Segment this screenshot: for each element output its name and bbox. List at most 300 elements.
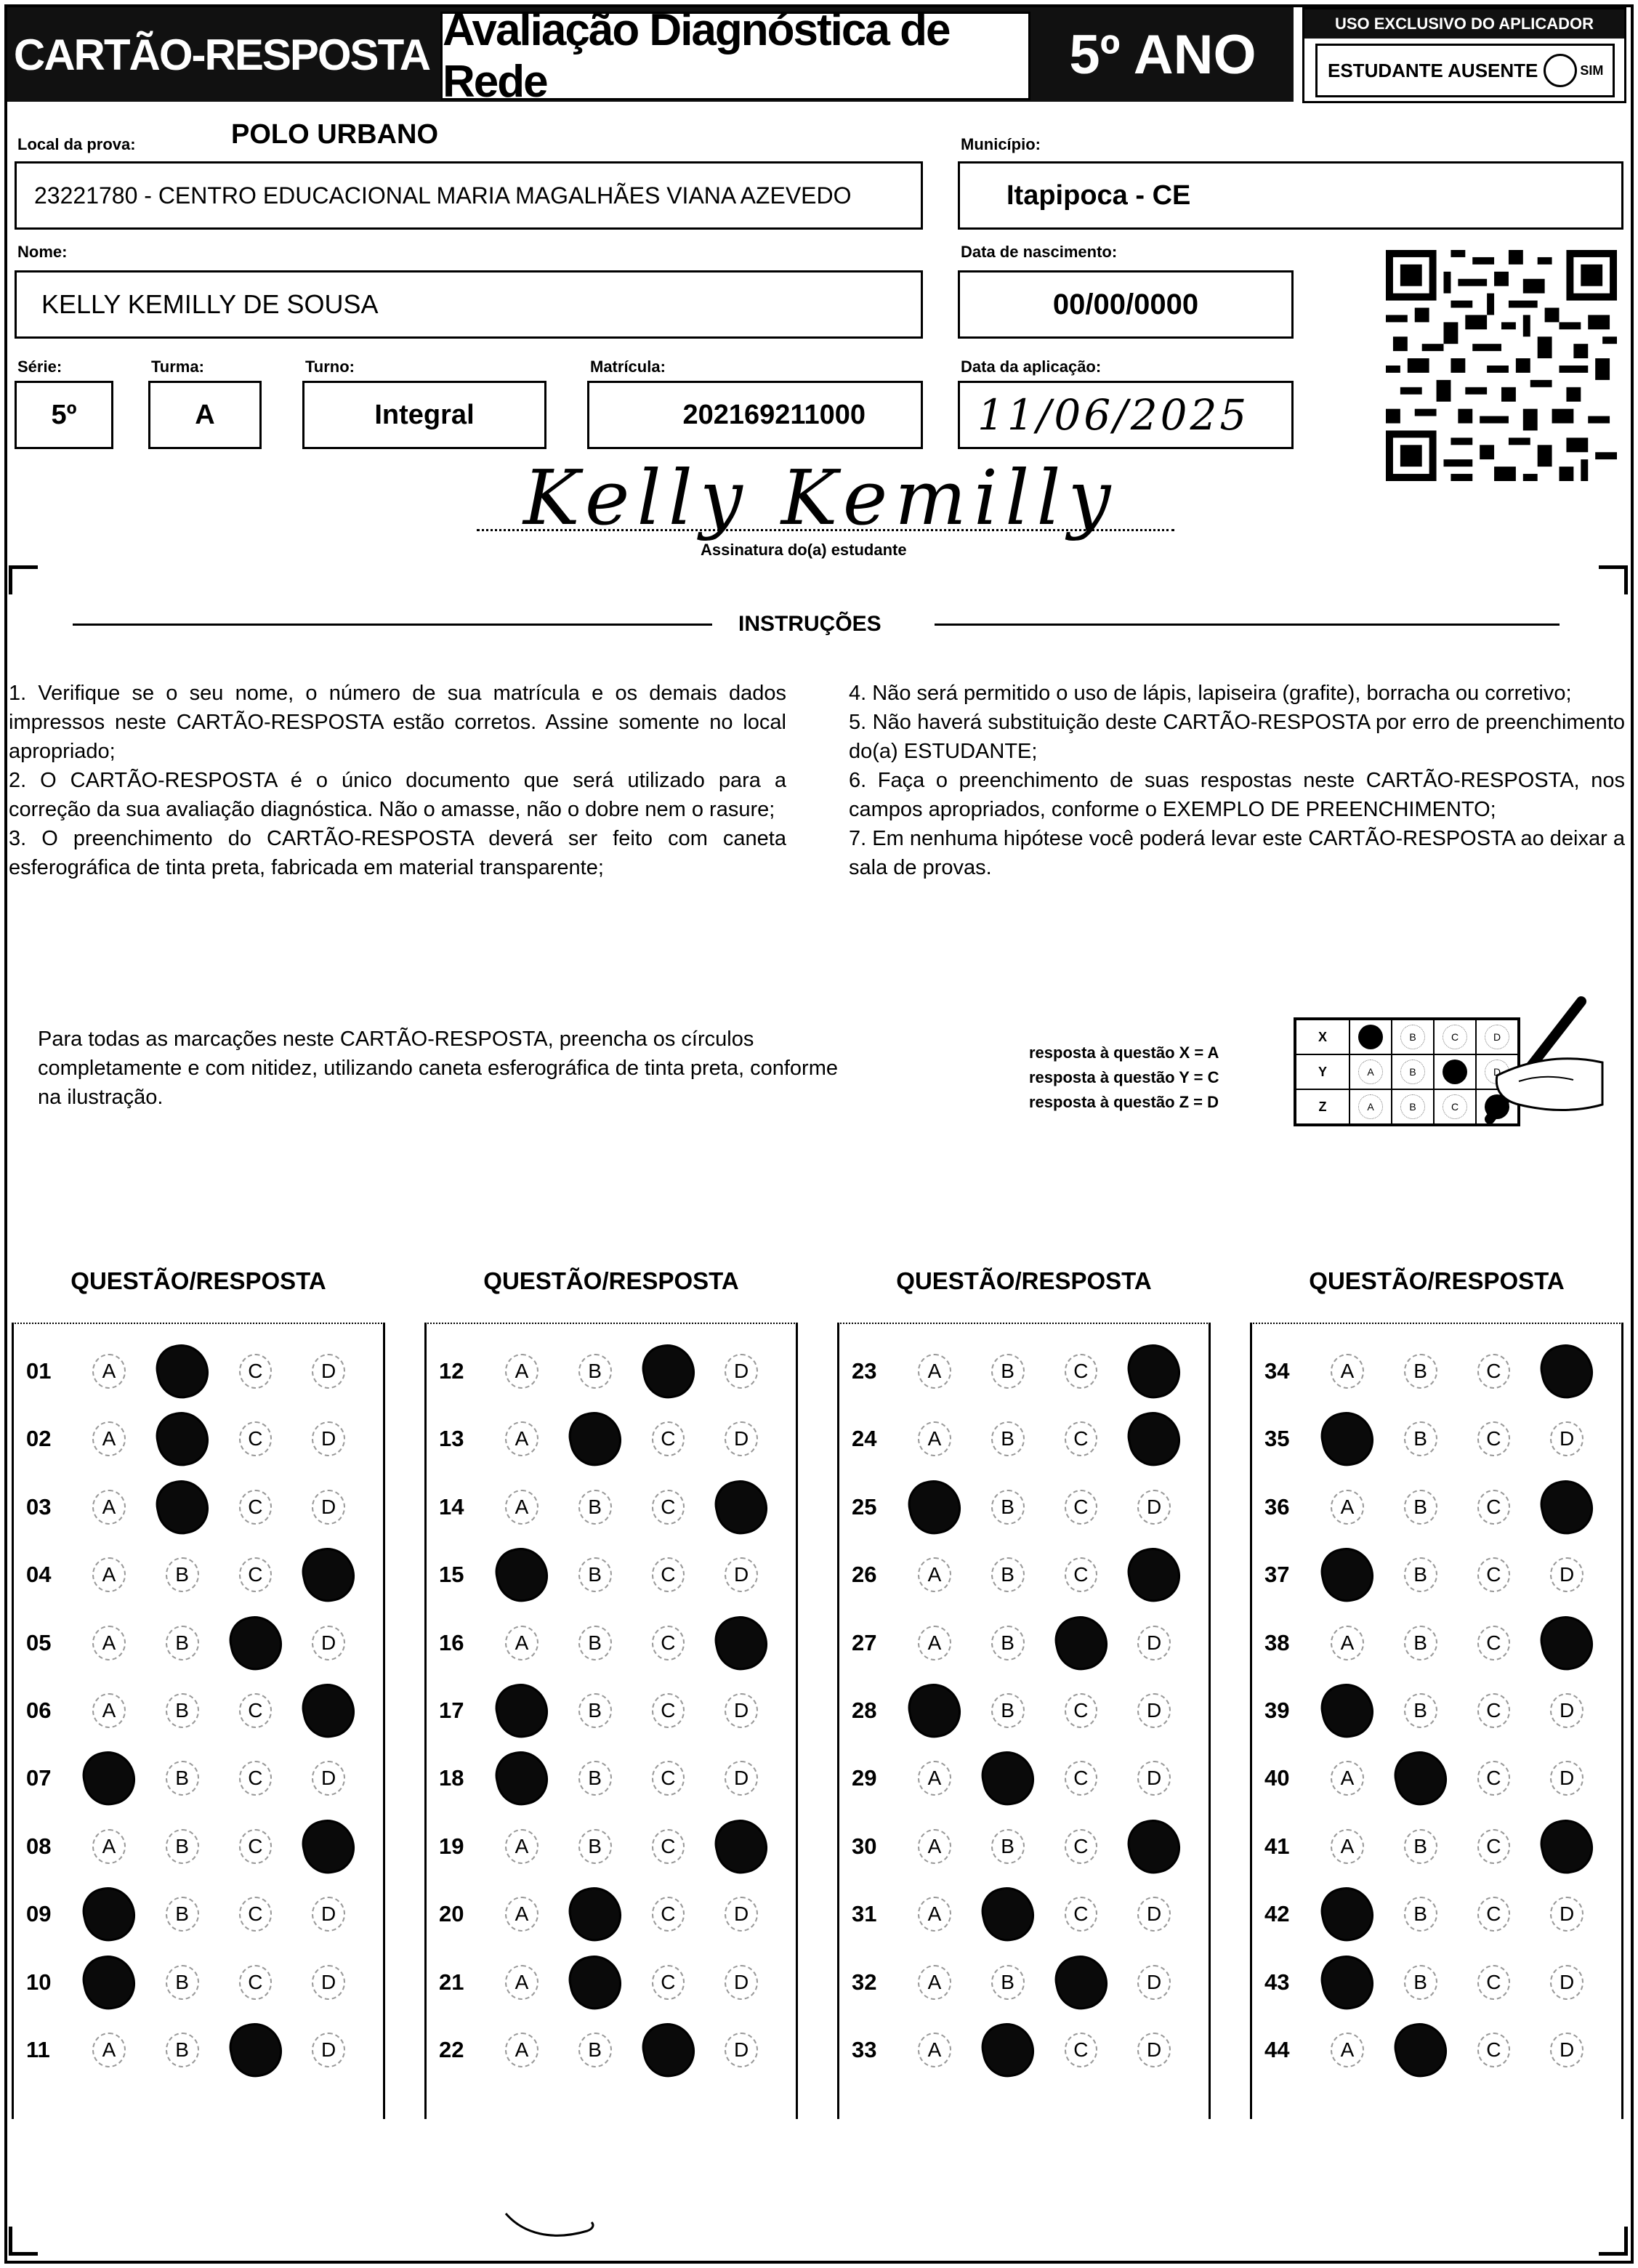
answer-bubble-a[interactable]: A [505,1421,538,1456]
answer-bubble-c[interactable]: C [1477,2033,1511,2067]
answer-bubble-a[interactable]: A [1331,1829,1364,1864]
answer-bubble-d[interactable]: D [1550,2033,1583,2067]
answer-bubble-b[interactable]: B [166,1829,199,1864]
answer-bubble-d[interactable] [1536,1339,1598,1403]
answer-row [424,1542,798,1607]
answer-bubble-d[interactable]: D [312,1626,345,1660]
answer-bubble-b[interactable] [151,1475,213,1539]
question-number: 24 [852,1426,877,1452]
answer-bubble-b[interactable]: B [1404,1829,1437,1864]
turno-field: Integral [302,381,546,449]
grade-title: 5º ANO [1069,23,1256,86]
answer-row [1250,1746,1623,1811]
answer-bubble-d[interactable]: D [1550,1761,1583,1796]
question-number: 01 [26,1358,52,1384]
answer-row [424,1610,798,1676]
answer-row [1250,1678,1623,1743]
answer-bubble-c[interactable]: C [1477,1354,1511,1389]
question-number: 32 [852,1969,877,1995]
answer-bubble-c[interactable]: C [652,1829,685,1864]
answer-row [837,1610,1211,1676]
answer-bubble-a[interactable] [78,1882,140,1946]
answer-bubble-c[interactable]: C [1065,1421,1098,1456]
answer-bubble-d[interactable]: D [725,1421,758,1456]
answer-bubble-d[interactable]: D [1137,1965,1171,2000]
answer-bubble-d[interactable] [1536,1815,1598,1878]
example-bubble-a: A [1358,1060,1383,1084]
matricula-label: Matrícula: [590,358,666,376]
question-number: 09 [26,1901,52,1927]
question-number: 40 [1264,1765,1290,1791]
answer-bubble-a[interactable]: A [92,1421,126,1456]
answer-bubble-a[interactable]: A [505,1354,538,1389]
answer-row [837,1406,1211,1472]
answer-bubble-d[interactable]: D [312,1490,345,1525]
answer-bubble-c[interactable]: C [652,1421,685,1456]
example-question-label: X [1296,1020,1349,1054]
answer-bubble-c[interactable]: C [239,1897,273,1932]
answer-bubble-a[interactable] [78,1950,140,2014]
example-legend [1029,1041,1219,1115]
answer-row [424,1406,798,1472]
question-number: 06 [26,1698,52,1723]
absent-option: SIM [1580,62,1604,78]
answer-bubble-b[interactable] [977,2018,1038,2082]
answer-bubble-c[interactable]: C [1477,1421,1511,1456]
answer-bubble-c[interactable]: C [239,1693,273,1728]
example-cell [1349,1089,1392,1124]
answer-row [1250,1814,1623,1879]
answer-row [837,1339,1211,1404]
answer-bubble-a[interactable] [1317,1679,1379,1743]
answer-bubble-d[interactable]: D [725,1761,758,1796]
answer-bubble-c[interactable]: C [652,1965,685,2000]
answer-bubble-a[interactable] [1317,1950,1379,2014]
answer-bubble-a[interactable]: A [1331,1761,1364,1796]
municipio-label: Município: [961,135,1041,153]
answer-bubble-d[interactable]: D [1137,2033,1171,2067]
answer-bubble-d[interactable]: D [312,1965,345,2000]
question-number: 16 [439,1629,464,1655]
answer-bubble-c[interactable]: C [239,1421,273,1456]
answer-row [837,1474,1211,1540]
school-field: 23221780 - CENTRO EDUCACIONAL MARIA MAGALHÃES VIANA AZEVEDO [15,161,923,230]
answer-bubble-b[interactable]: B [991,1626,1025,1660]
column-title: QUESTÃO/RESPOSTA [896,1267,1152,1294]
answer-bubble-a[interactable]: A [918,1829,951,1864]
column-title: QUESTÃO/RESPOSTA [70,1267,326,1294]
answer-bubble-c[interactable]: C [652,1490,685,1525]
answer-bubble-d[interactable]: D [725,1897,758,1932]
answer-row [12,1814,385,1879]
answer-bubble-a[interactable]: A [918,1965,951,2000]
answer-bubble-c[interactable]: C [1477,1626,1511,1660]
answer-bubble-a[interactable] [1317,1408,1379,1472]
answer-bubble-b[interactable]: B [166,1693,199,1728]
answer-row [837,1881,1211,1947]
answer-bubble-c[interactable]: C [1065,1693,1098,1728]
answer-bubble-c[interactable]: C [652,1897,685,1932]
example-bubble-d: D [1485,1060,1509,1084]
instructions-right [849,679,1625,882]
question-number: 05 [26,1629,52,1655]
answer-bubble-b[interactable]: B [578,1490,612,1525]
instruction-item: 3. O preenchimento do CARTÃO-RESPOSTA deverá ser feito com caneta esferográfica de tinta preta, fabricada em material transparente; [9,827,786,879]
answer-bubble-a[interactable]: A [505,1626,538,1660]
answer-bubble-a[interactable]: A [505,1829,538,1864]
answer-bubble-b[interactable] [564,1408,626,1472]
answer-bubble-b[interactable]: B [991,1354,1025,1389]
answer-bubble-a[interactable]: A [92,1626,126,1660]
answer-bubble-a[interactable]: A [505,1490,538,1525]
answer-bubble-a[interactable] [904,1679,966,1743]
answer-bubble-c[interactable]: C [1477,1965,1511,2000]
answer-bubble-b[interactable] [151,1408,213,1472]
answer-bubble-d[interactable]: D [1550,1557,1583,1592]
question-number: 12 [439,1358,464,1384]
answer-bubble-b[interactable]: B [578,1557,612,1592]
answer-bubble-d[interactable] [298,1679,360,1743]
question-number: 17 [439,1698,464,1723]
answer-bubble-a[interactable] [491,1747,553,1811]
nome-label: Nome: [17,243,68,261]
answer-bubble-c[interactable] [225,2018,286,2082]
answer-row [1250,1950,1623,2015]
answer-row [424,1339,798,1404]
card-title: CARTÃO-RESPOSTA [13,30,430,79]
answer-bubble-b[interactable]: B [578,1693,612,1728]
answer-bubble-d[interactable]: D [725,2033,758,2067]
column-top-rule [837,1323,1211,1324]
answer-bubble-a[interactable]: A [1331,1626,1364,1660]
answer-bubble-d[interactable] [298,1543,360,1607]
instructions-rule-right [935,624,1560,626]
legend-item: resposta à questão X = A [1029,1044,1219,1062]
answer-bubble-b[interactable]: B [991,1490,1025,1525]
example-bubble-b: B [1400,1094,1425,1119]
example-question-label: Y [1296,1054,1349,1089]
question-number: 10 [26,1969,52,1995]
answer-bubble-c[interactable]: C [239,1490,273,1525]
matricula-field: 202169211000 [587,381,923,449]
column-top-rule [424,1323,798,1324]
question-number: 08 [26,1833,52,1859]
answer-bubble-c[interactable]: C [652,1761,685,1796]
answer-bubble-c[interactable]: C [652,1693,685,1728]
question-number: 29 [852,1765,877,1791]
answer-bubble-b[interactable]: B [166,1557,199,1592]
example-question-label: Z [1296,1089,1349,1124]
answer-row [12,1406,385,1472]
question-number: 34 [1264,1358,1290,1384]
answer-bubble-b[interactable]: B [166,1626,199,1660]
answer-bubble-b[interactable] [1389,2018,1451,2082]
answer-bubble-a[interactable]: A [918,1761,951,1796]
answer-bubble-d[interactable]: D [312,1897,345,1932]
answer-bubble-c[interactable]: C [652,1626,685,1660]
answer-bubble-a[interactable]: A [92,1829,126,1864]
answer-bubble-c[interactable]: C [239,1557,273,1592]
answer-row [424,1950,798,2015]
answer-bubble-b[interactable]: B [1404,1897,1437,1932]
answer-bubble-d[interactable]: D [312,1354,345,1389]
question-number: 18 [439,1765,464,1791]
corner-bottom-left [9,2227,38,2256]
instruction-item: 7. Em nenhuma hipótese você poderá levar este CARTÃO-RESPOSTA ao deixar a sala de provas. [849,827,1625,879]
example-bubble-a [1358,1025,1383,1049]
answer-bubble-c[interactable]: C [1065,1354,1098,1389]
answer-bubble-a[interactable]: A [92,1693,126,1728]
answer-bubble-c[interactable]: C [1477,1490,1511,1525]
answer-row [1250,1881,1623,1947]
question-number: 03 [26,1493,52,1520]
answer-bubble-d[interactable]: D [1137,1626,1171,1660]
instructions-rule-left [73,624,712,626]
example-bubble-d: D [1485,1025,1509,1049]
answer-bubble-b[interactable]: B [166,1897,199,1932]
question-number: 36 [1264,1493,1290,1520]
answer-row [1250,1474,1623,1540]
answer-row [837,1746,1211,1811]
column-title: QUESTÃO/RESPOSTA [483,1267,739,1294]
answer-bubble-b[interactable]: B [1404,1421,1437,1456]
answer-bubble-a[interactable] [78,1747,140,1811]
answer-bubble-d[interactable] [711,1475,772,1539]
answer-bubble-b[interactable]: B [991,1421,1025,1456]
example-cell [1349,1020,1392,1054]
question-number: 39 [1264,1698,1290,1723]
answer-bubble-b[interactable]: B [578,1626,612,1660]
absent-field [1315,44,1615,97]
answer-bubble-c[interactable]: C [239,1829,273,1864]
answer-bubble-d[interactable]: D [1550,1965,1583,2000]
answer-bubble-b[interactable]: B [1404,1490,1437,1525]
question-number: 20 [439,1901,464,1927]
answer-bubble-d[interactable]: D [725,1557,758,1592]
qr-code [1385,250,1618,481]
answer-bubble-c[interactable]: C [1477,1897,1511,1932]
answer-bubble-a[interactable]: A [918,2033,951,2067]
question-number: 38 [1264,1629,1290,1655]
local-value: POLO URBANO [231,119,438,150]
answer-bubble-d[interactable]: D [312,2033,345,2067]
question-number: 26 [852,1562,877,1588]
answer-bubble-d[interactable]: D [1550,1897,1583,1932]
answer-row [424,2017,798,2083]
answer-bubble-a[interactable]: A [505,1965,538,2000]
example-bubble-b: B [1400,1060,1425,1084]
answer-bubble-c[interactable]: C [239,1354,273,1389]
answer-bubble-a[interactable]: A [1331,2033,1364,2067]
answer-bubble-c[interactable]: C [1065,2033,1098,2067]
answer-bubble-c[interactable] [637,2018,699,2082]
answer-bubble-b[interactable]: B [166,1965,199,2000]
turno-label: Turno: [305,358,355,376]
answer-bubble-c[interactable] [225,1611,286,1675]
answer-bubble-b[interactable]: B [1404,1626,1437,1660]
answer-bubble-d[interactable]: D [1137,1761,1171,1796]
answer-bubble-d[interactable] [1123,1815,1185,1878]
answer-row [1250,1610,1623,1676]
answer-bubble-d[interactable] [1123,1408,1185,1472]
answer-bubble-c[interactable]: C [1065,1490,1098,1525]
answer-bubble-c[interactable] [1050,1611,1112,1675]
answer-bubble-b[interactable]: B [578,1761,612,1796]
answer-row [837,1678,1211,1743]
answer-bubble-d[interactable]: D [1550,1693,1583,1728]
serie-label: Série: [17,358,62,376]
answer-bubble-b[interactable]: B [1404,1693,1437,1728]
answer-row [12,1950,385,2015]
answer-bubble-a[interactable]: A [92,1490,126,1525]
answer-row [12,2017,385,2083]
answer-bubble-b[interactable]: B [166,1761,199,1796]
answer-bubble-c[interactable] [637,1339,699,1403]
answer-bubble-a[interactable]: A [1331,1354,1364,1389]
answer-row [12,1542,385,1607]
example-bubble-a: A [1358,1094,1383,1119]
answer-bubble-c[interactable]: C [1065,1557,1098,1592]
answer-bubble-d[interactable]: D [1137,1693,1171,1728]
answer-bubble-a[interactable]: A [918,1421,951,1456]
answer-bubble-a[interactable] [491,1679,553,1743]
answer-row [1250,1339,1623,1404]
answer-bubble-d[interactable] [298,1815,360,1878]
answer-bubble-d[interactable]: D [312,1761,345,1796]
answer-bubble-d[interactable]: D [1137,1897,1171,1932]
local-label: Local da prova: [17,135,136,153]
answer-bubble-c[interactable]: C [1065,1761,1098,1796]
question-number: 22 [439,2037,464,2062]
column-top-rule [12,1323,385,1324]
answer-bubble-d[interactable]: D [725,1965,758,2000]
answer-bubble-a[interactable] [904,1475,966,1539]
instructions-title: INSTRUÇÕES [738,612,881,636]
answer-bubble-b[interactable] [564,1950,626,2014]
answer-row [837,1950,1211,2015]
answer-bubble-d[interactable] [1536,1475,1598,1539]
answer-bubble-a[interactable]: A [92,1354,126,1389]
answer-bubble-d[interactable] [711,1815,772,1878]
answer-bubble-a[interactable]: A [918,1897,951,1932]
answer-bubble-c[interactable]: C [1477,1693,1511,1728]
column-top-rule [1250,1323,1623,1324]
turma-field: A [148,381,262,449]
question-number: 07 [26,1765,52,1791]
answer-bubble-b[interactable]: B [1404,1354,1437,1389]
answer-bubble-b[interactable]: B [1404,1965,1437,2000]
answer-bubble-a[interactable]: A [918,1557,951,1592]
legend-item: resposta à questão Z = D [1029,1093,1219,1111]
serie-field: 5º [15,381,113,449]
answer-bubble-a[interactable]: A [92,1557,126,1592]
absent-label: ESTUDANTE AUSENTE [1328,59,1538,81]
answer-bubble-d[interactable] [711,1611,772,1675]
answer-bubble-b[interactable]: B [578,1354,612,1389]
answer-bubble-b[interactable] [977,1747,1038,1811]
answer-bubble-c[interactable]: C [1477,1557,1511,1592]
answer-bubble-a[interactable]: A [505,1897,538,1932]
answer-bubble-d[interactable]: D [725,1693,758,1728]
answer-bubble-d[interactable]: D [312,1421,345,1456]
question-number: 11 [26,2037,50,2062]
nascimento-field: 00/00/0000 [958,270,1294,339]
answer-bubble-d[interactable]: D [725,1354,758,1389]
answer-bubble-b[interactable] [1389,1747,1451,1811]
answer-bubble-a[interactable] [1317,1543,1379,1607]
question-number: 41 [1264,1833,1290,1859]
answer-bubble-b[interactable]: B [578,2033,612,2067]
question-number: 33 [852,2037,877,2062]
answer-row [12,1610,385,1676]
answer-bubble-a[interactable] [491,1543,553,1607]
answer-row [12,1474,385,1540]
answer-bubble-a[interactable]: A [505,2033,538,2067]
absent-checkbox[interactable] [1544,54,1577,87]
instruction-item: 6. Faça o preenchimento de suas respostas neste CARTÃO-RESPOSTA, nos campos apropriados, conforme o EXEMPLO DE PREENCHIMENTO; [849,769,1625,821]
answer-bubble-b[interactable]: B [166,2033,199,2067]
corner-top-right [1599,565,1628,594]
question-number: 14 [439,1493,464,1520]
answer-bubble-b[interactable]: B [991,1965,1025,2000]
answer-bubble-c[interactable]: C [652,1557,685,1592]
answer-bubble-c[interactable]: C [1065,1897,1098,1932]
answer-row [837,2017,1211,2083]
answer-row [12,1678,385,1743]
answer-bubble-a[interactable]: A [918,1626,951,1660]
answer-bubble-c[interactable] [1050,1950,1112,2014]
corner-bottom-right [1599,2227,1628,2256]
example-text: Para todas as marcações neste CARTÃO-RESPOSTA, preencha os círculos completamente e com nitidez, utilizando caneta esferográfica de tinta preta, conforme na ilustração. [38,1028,838,1109]
answer-bubble-b[interactable]: B [991,1693,1025,1728]
answer-bubble-c[interactable]: C [1477,1829,1511,1864]
signature-line [477,529,1174,531]
answer-bubble-d[interactable] [1123,1339,1185,1403]
answer-bubble-d[interactable] [1536,1611,1598,1675]
answer-row [424,1474,798,1540]
answer-bubble-d[interactable] [1123,1543,1185,1607]
answer-bubble-b[interactable] [564,1882,626,1946]
answer-bubble-b[interactable] [151,1339,213,1403]
instruction-item: 5. Não haverá substituição deste CARTÃO-RESPOSTA por erro de preenchimento do(a) ESTUDANTE; [849,711,1625,763]
question-number: 25 [852,1493,877,1520]
answer-bubble-a[interactable]: A [918,1354,951,1389]
answer-bubble-d[interactable]: D [1550,1421,1583,1456]
question-number: 43 [1264,1969,1290,1995]
answer-row [1250,2017,1623,2083]
question-number: 19 [439,1833,464,1859]
answer-bubble-b[interactable] [977,1882,1038,1946]
answer-bubble-c[interactable]: C [1477,1761,1511,1796]
question-number: 42 [1264,1901,1290,1927]
example-bubble-c: C [1443,1025,1467,1049]
answer-bubble-d[interactable]: D [1137,1490,1171,1525]
answer-bubble-c[interactable]: C [1065,1829,1098,1864]
answer-bubble-a[interactable]: A [1331,1490,1364,1525]
answer-bubble-c[interactable]: C [239,1965,273,2000]
answer-bubble-c[interactable]: C [239,1761,273,1796]
question-number: 31 [852,1901,877,1927]
answer-bubble-a[interactable] [1317,1882,1379,1946]
instructions-left [9,679,786,882]
question-number: 15 [439,1562,464,1588]
answer-bubble-b[interactable]: B [1404,1557,1437,1592]
question-number: 44 [1264,2037,1290,2062]
answer-bubble-b[interactable]: B [991,1829,1025,1864]
answer-bubble-b[interactable]: B [578,1829,612,1864]
answer-bubble-b[interactable]: B [991,1557,1025,1592]
answer-bubble-a[interactable]: A [92,2033,126,2067]
